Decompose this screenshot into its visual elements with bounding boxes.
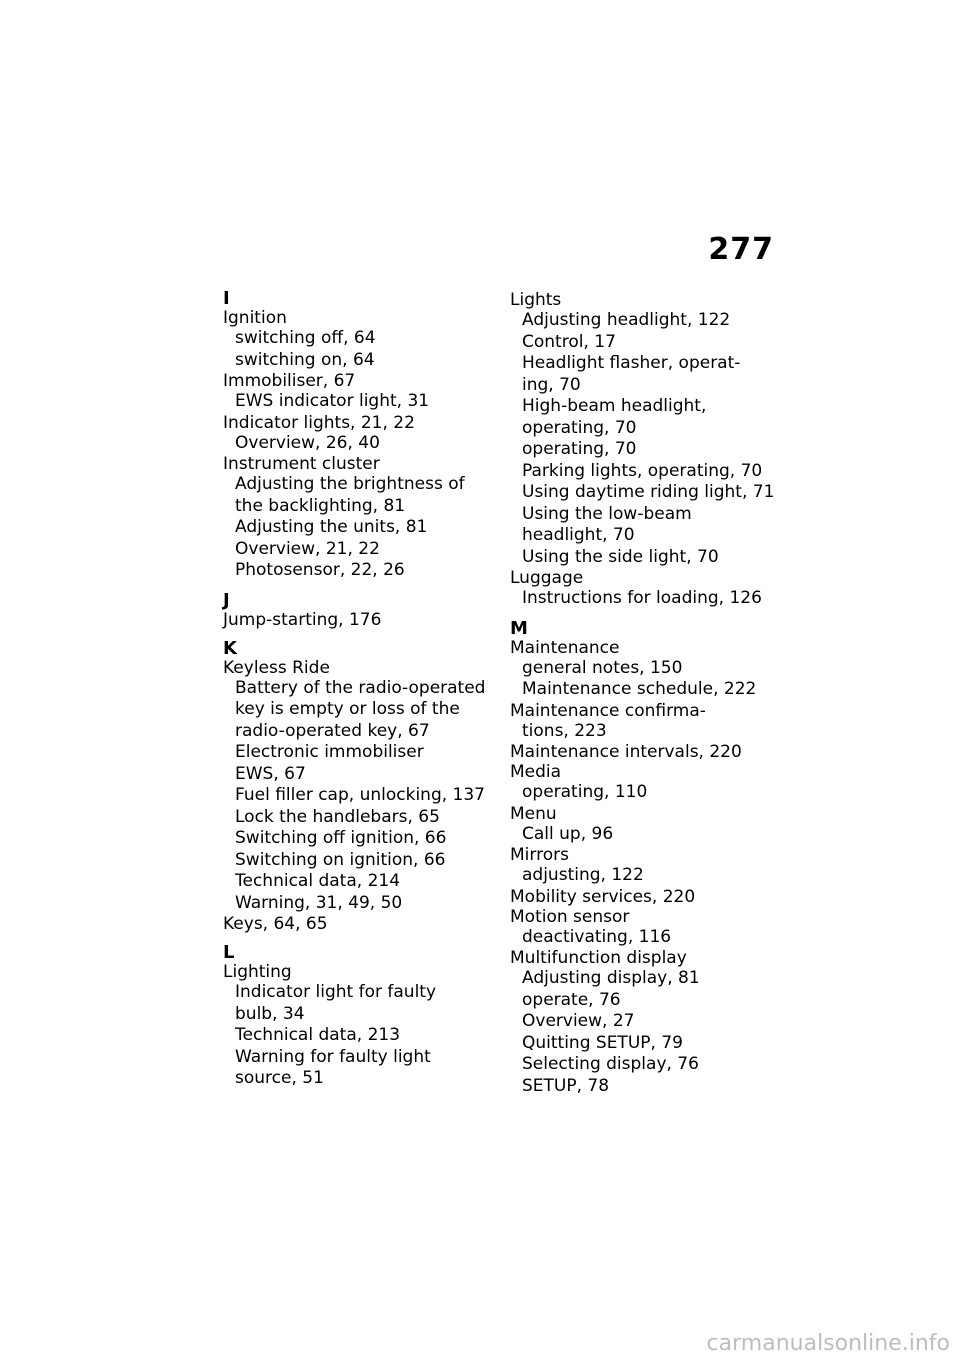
index-subentry: Switching off ignition, 66: [235, 828, 447, 848]
index-subentry: Battery of the radio-operated: [235, 677, 486, 698]
index-entry: Lighting: [223, 962, 292, 982]
index-subentry: operate, 76: [522, 989, 621, 1010]
index-subentry: Technical data, 214: [235, 871, 401, 891]
index-subentry: Adjusting the units, 81: [235, 517, 428, 537]
index-entry: Motion sensor: [510, 906, 630, 927]
index-subentry: Overview, 21, 22: [235, 538, 380, 559]
index-entry: Menu: [510, 803, 557, 824]
index-subentry: operating, 110: [522, 782, 648, 802]
index-entry: Instrument cluster: [223, 454, 380, 474]
index-letter-heading: M: [510, 617, 528, 639]
index-subentry: Using daytime riding light, 71: [522, 482, 775, 502]
index-subentry: adjusting, 122: [522, 865, 644, 885]
index-entry: Media: [510, 762, 562, 782]
index-subentry: Overview, 27: [522, 1011, 635, 1031]
index-letter-heading: L: [223, 942, 235, 963]
index-subentry: Using the side light, 70: [522, 546, 719, 567]
index-letter-heading: I: [223, 288, 230, 309]
index-subentry: ing, 70: [522, 374, 581, 395]
index-subentry: Photosensor, 22, 26: [235, 560, 405, 580]
index-subentry: EWS indicator light, 31: [235, 391, 430, 411]
index-subentry: source, 51: [235, 1068, 324, 1088]
index-entry: Jump-starting, 176: [223, 609, 382, 630]
watermark: carmanualsonline.info: [706, 1331, 950, 1356]
index-subentry: Selecting display, 76: [522, 1054, 699, 1074]
index-subentry: Warning, 31, 49, 50: [235, 892, 403, 913]
index-entry: Keys, 64, 65: [223, 914, 328, 934]
index-entry: Mobility services, 220: [510, 886, 696, 907]
index-entry: Keyless Ride: [223, 657, 330, 678]
index-subentry: Call up, 96: [522, 823, 614, 844]
index-subentry: Using the low-beam: [522, 503, 692, 524]
index-subentry: Lock the handlebars, 65: [235, 806, 440, 827]
index-entry: Lights: [510, 290, 562, 310]
index-entry: Maintenance intervals, 220: [510, 742, 742, 762]
index-entry: Mirrors: [510, 845, 569, 865]
index-subentry: Quitting SETUP, 79: [522, 1032, 683, 1053]
index-subentry: tions, 223: [522, 720, 607, 741]
index-subentry: Headlight flasher, operat-: [522, 353, 741, 373]
index-subentry: deactivating, 116: [522, 926, 672, 947]
index-subentry: EWS, 67: [235, 763, 306, 784]
index-subentry: headlight, 70: [522, 525, 635, 545]
index-entry: Multifunction display: [510, 948, 687, 968]
index-entry: Immobiliser, 67: [223, 371, 356, 391]
index-subentry: bulb, 34: [235, 1003, 305, 1024]
index-subentry: High-beam headlight,: [522, 396, 707, 416]
index-column-right: [510, 290, 780, 1097]
index-subentry: general notes, 150: [522, 657, 683, 678]
index-subentry: Adjusting the brightness of: [235, 474, 465, 494]
index-letter-heading: J: [223, 589, 230, 611]
index-subentry: Fuel filler cap, unlocking, 137: [235, 785, 485, 805]
index-subentry: SETUP, 78: [522, 1075, 610, 1096]
index-entry: Maintenance: [510, 637, 620, 658]
index-subentry: operating, 70: [522, 439, 637, 459]
index-subentry: switching on, 64: [235, 349, 375, 370]
index-subentry: Indicator light for faulty: [235, 982, 437, 1002]
index-subentry: Control, 17: [522, 331, 616, 352]
index-subentry: operating, 70: [522, 417, 637, 438]
index-subentry: radio-operated key, 67: [235, 720, 430, 741]
index-subentry: Switching on ignition, 66: [235, 849, 446, 870]
index-subentry: Overview, 26, 40: [235, 432, 380, 453]
index-entry: Maintenance confirma-: [510, 700, 706, 721]
index-subentry: key is empty or loss of the: [235, 699, 460, 719]
index-entry: Indicator lights, 21, 22: [223, 412, 415, 433]
index-subentry: Warning for faulty light: [235, 1046, 431, 1067]
index-column-left: [223, 290, 493, 1090]
index-subentry: Adjusting headlight, 122: [522, 310, 731, 330]
index-subentry: the backlighting, 81: [235, 495, 406, 516]
page-number: 277: [708, 232, 774, 267]
index-subentry: Instructions for loading, 126: [522, 588, 762, 608]
index-subentry: Electronic immobiliser: [235, 742, 424, 762]
index-subentry: Parking lights, operating, 70: [522, 460, 763, 481]
index-entry: Luggage: [510, 568, 584, 588]
index-subentry: switching off, 64: [235, 328, 376, 348]
index-subentry: Technical data, 213: [235, 1025, 401, 1045]
index-entry: Ignition: [223, 308, 287, 328]
index-subentry: Adjusting display, 81: [522, 968, 700, 988]
index-letter-heading: K: [223, 637, 237, 659]
index-subentry: Maintenance schedule, 222: [522, 679, 757, 699]
